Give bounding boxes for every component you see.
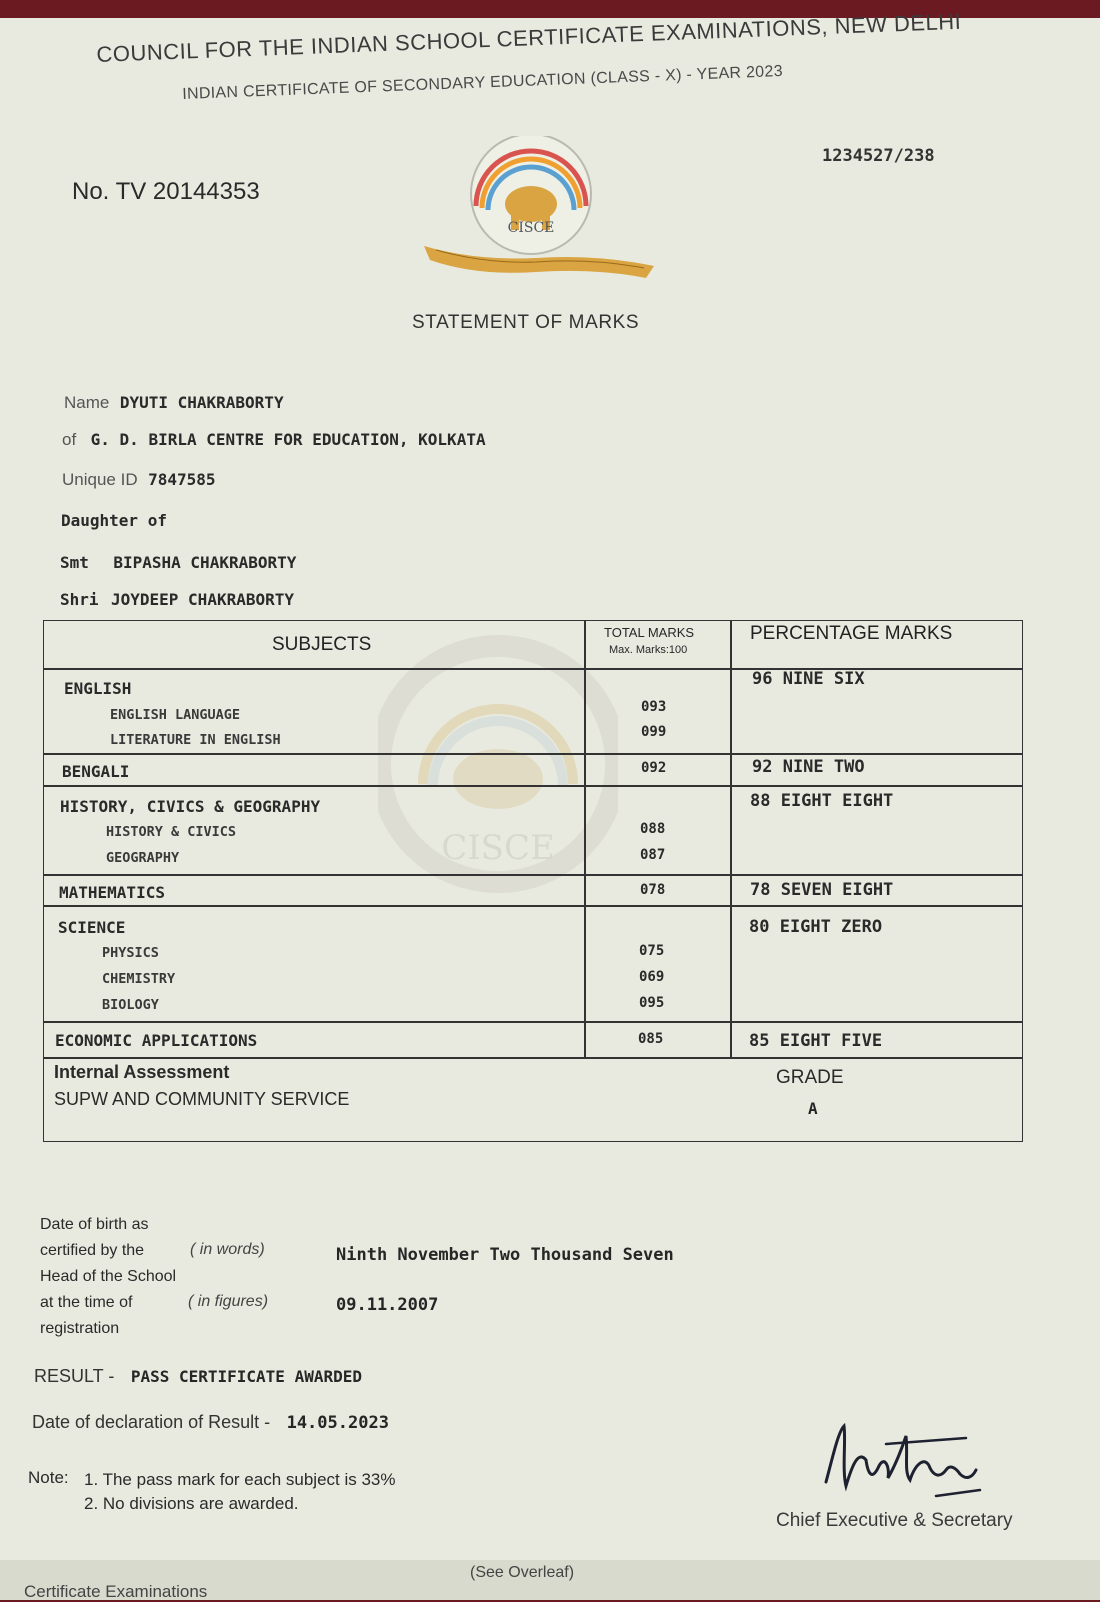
candidate-name: DYUTI CHAKRABORTY <box>119 393 284 412</box>
note-2: 2. No divisions are awarded. <box>84 1494 299 1513</box>
certificate-number: No. TV 20144353 <box>72 178 260 205</box>
dob-label-line1: Date of birth as <box>40 1216 149 1233</box>
grade-label: GRADE <box>776 1067 844 1088</box>
subject-bengali: BENGALI <box>62 762 130 781</box>
mother-label: Smt <box>60 553 89 572</box>
marks-table <box>43 620 1023 1142</box>
mark-economic-applications: 085 <box>638 1031 664 1047</box>
mark-geography: 087 <box>640 847 666 863</box>
cisce-logo <box>416 136 676 296</box>
note-label: Note: <box>28 1468 69 1487</box>
pct-english: 96 NINE SIX <box>752 669 865 689</box>
dob-label-line2: certified by the <box>40 1242 145 1259</box>
mark-biology: 095 <box>639 995 665 1011</box>
pct-history-civics-geography: 88 EIGHT EIGHT <box>750 791 894 811</box>
svg-text:CISCE: CISCE <box>507 220 555 236</box>
mark-physics: 075 <box>639 943 665 959</box>
pct-economic-applications: 85 EIGHT FIVE <box>749 1031 883 1051</box>
dob-label-line3: Head of the School <box>40 1268 177 1285</box>
result-value: PASS CERTIFICATE AWARDED <box>130 1367 362 1386</box>
relation-text: Daughter of <box>61 511 167 530</box>
uid-label: Unique ID <box>62 470 138 489</box>
of-label: of <box>62 430 77 449</box>
declaration-date: 14.05.2023 <box>286 1413 389 1433</box>
pct-mathematics: 78 SEVEN EIGHT <box>750 880 894 900</box>
school-name: G. D. BIRLA CENTRE FOR EDUCATION, KOLKATA <box>90 430 486 449</box>
result-row <box>34 1366 362 1387</box>
name-label: Name <box>64 393 110 412</box>
dob-in-figures: 09.11.2007 <box>336 1295 439 1315</box>
mark-chemistry: 069 <box>639 969 665 985</box>
in-figures-label: ( in figures) <box>188 1293 269 1310</box>
dob-label <box>40 1212 240 1342</box>
footer-text: Certificate Examinations <box>24 1582 208 1601</box>
pct-bengali: 92 NINE TWO <box>752 757 865 777</box>
father-name: JOYDEEP CHAKRABORTY <box>110 590 295 609</box>
exam-subtitle: INDIAN CERTIFICATE OF SECONDARY EDUCATION (CLASS - X) - YEAR 2023 <box>182 62 784 103</box>
mother-row <box>60 553 296 573</box>
declaration-row <box>32 1412 389 1433</box>
mark-history-civics: 088 <box>640 821 666 837</box>
see-overleaf: (See Overleaf) <box>470 1564 575 1581</box>
result-label: RESULT - <box>34 1366 115 1386</box>
subpaper-history-civics: HISTORY & CIVICS <box>106 824 237 840</box>
mark-english-language: 093 <box>641 699 667 715</box>
signatory-title: Chief Executive & Secretary <box>776 1510 1013 1531</box>
unique-id: 7847585 <box>148 470 216 489</box>
mother-name: BIPASHA CHAKRABORTY <box>113 553 297 572</box>
total-marks-header: TOTAL MARKS <box>604 625 695 640</box>
subject-mathematics: MATHEMATICS <box>59 883 165 902</box>
subject-science: SCIENCE <box>58 918 126 937</box>
note-1: 1. The pass mark for each subject is 33% <box>84 1470 396 1489</box>
supw-subject: SUPW AND COMMUNITY SERVICE <box>54 1089 350 1109</box>
dob-label-line4: at the time of <box>40 1294 133 1311</box>
pct-science: 80 EIGHT ZERO <box>749 917 883 937</box>
mark-bengali: 092 <box>641 760 667 776</box>
serial-number: 1234527/238 <box>822 146 935 166</box>
subpaper-chemistry: CHEMISTRY <box>102 971 176 987</box>
subpaper-literature: LITERATURE IN ENGLISH <box>110 732 281 748</box>
subject-economic-applications: ECONOMIC APPLICATIONS <box>55 1031 258 1050</box>
subpaper-physics: PHYSICS <box>102 945 159 961</box>
dob-label-line5: registration <box>40 1320 120 1337</box>
subpaper-geography: GEOGRAPHY <box>106 850 180 866</box>
signature <box>816 1420 986 1510</box>
uid-row <box>62 470 216 490</box>
mark-mathematics: 078 <box>640 882 666 898</box>
subject-english: ENGLISH <box>64 679 132 698</box>
declaration-label: Date of declaration of Result - <box>32 1412 271 1432</box>
dob-in-words: Ninth November Two Thousand Seven <box>336 1245 674 1265</box>
in-words-label: ( in words) <box>190 1241 265 1258</box>
subjects-header: SUBJECTS <box>272 634 372 655</box>
father-label: Shri <box>60 590 99 609</box>
subpaper-english-language: ENGLISH LANGUAGE <box>110 707 241 723</box>
council-heading: COUNCIL FOR THE INDIAN SCHOOL CERTIFICATE EXAMINATIONS, NEW DELHI <box>96 8 962 67</box>
school-row <box>62 430 486 450</box>
svg-text:CISCE: CISCE <box>441 828 555 868</box>
percentage-header: PERCENTAGE MARKS <box>750 623 953 644</box>
father-row <box>60 590 294 610</box>
internal-assessment-label: Internal Assessment <box>54 1062 230 1082</box>
max-marks-note: Max. Marks:100 <box>609 644 688 656</box>
mark-literature: 099 <box>641 724 667 740</box>
subject-history-civics-geography: HISTORY, CIVICS & GEOGRAPHY <box>60 797 321 816</box>
subpaper-biology: BIOLOGY <box>102 997 159 1013</box>
statement-title: STATEMENT OF MARKS <box>412 312 640 333</box>
name-row <box>64 393 284 413</box>
grade-value: A <box>808 1099 818 1118</box>
